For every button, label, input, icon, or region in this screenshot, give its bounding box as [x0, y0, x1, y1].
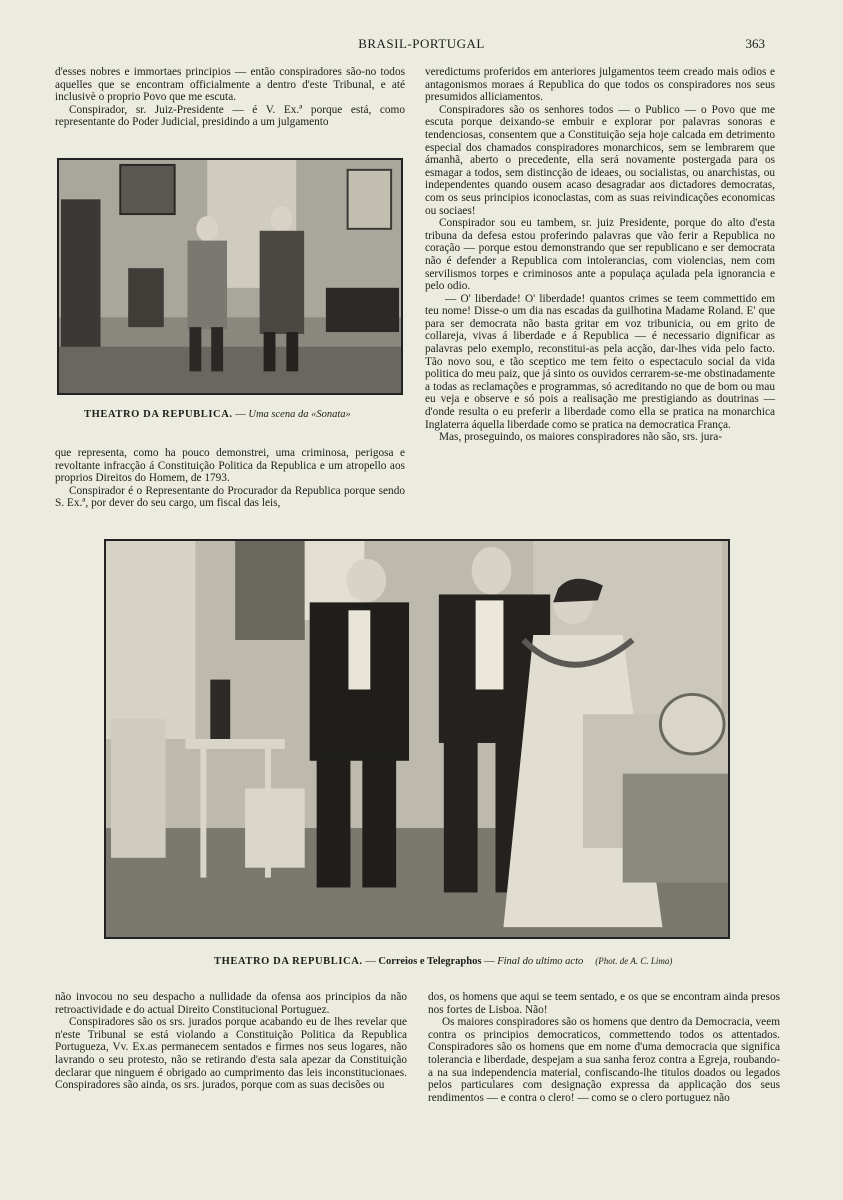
paragraph: dos, os homens que aqui se teem sentado, e os que se encontram ainda presos nos fortes de Lisboa. Não! — [428, 991, 780, 1016]
paragraph: Conspiradores são os srs. jurados porque acabando eu de lhes revelar que n'este Tribunal se está violando a Constituição Politica da Republica Portugueza, Vv. Ex.as permanecem sentados e firmes nos seus logares, não lavrando o seu protesto, não se retirando d'esta sala apezar da Constituição declarar que ninguem é obrigado ao cumprimento das leis inconstitucionaes. Conspiradores são ainda, os srs. jurados, porque com as suas decisões ou — [55, 1016, 407, 1092]
photo-credit: (Phot. de A. C. Lima) — [595, 956, 673, 966]
paragraph: Mas, proseguindo, os maiores conspiradores não são, srs. jura- — [439, 431, 722, 444]
running-title: BRASIL-PORTUGAL — [358, 36, 485, 51]
page-number: 363 — [745, 36, 765, 51]
photo-sonata-scene — [57, 158, 403, 395]
paragraph: Conspirador é o Representante do Procurador da Republica porque sendo S. Ex.ª, por dever do seu cargo, um fiscal das leis, — [55, 484, 405, 510]
caption-title: THEATRO DA REPUBLICA. — [214, 956, 363, 967]
caption-subtitle: Uma scena da «Sonata» — [248, 409, 351, 420]
paragraph: Conspirador sou eu tambem, sr. juiz Presidente, porque do alto d'esta tribuna da defesa estou proferindo palavras que vão ferir a Republica no coração — porque estou demonstrando que ser republicano e ser democrata não é defender a Republica com intolerancias, com violencias, nem com servilismos torpes e criminosos ante a populaça açulada pela ignorancia e pelo odio. — [425, 217, 775, 293]
caption-subtitle: Final do ultimo acto — [497, 956, 584, 967]
caption-dash: — — [481, 956, 498, 967]
column-bottom-right — [428, 991, 780, 1104]
photo-correios-final-act — [104, 539, 730, 939]
paragraph: que representa, como ha pouco demonstrei, uma criminosa, perigosa e revoltante infracção á Constituição Politica da Republica e um atropello aos proprios Direitos do Homem, de 1793. — [55, 447, 405, 485]
photo-sonata-illustration — [59, 160, 401, 393]
paragraph: Os maiores conspiradores são os homens que dentro da Democracia, veem contra os principios democraticos, commettendo todos os attentados. Conspiradores são os homens que em nome d'uma democracia que significa tolerancia e liberdade, despejam a sua sanha feroz contra a Egreja, roubando-a na sua independencia material, confiscando-lhe titulos doados ou legados pelos particulares com designação expressa da applicação dos seus rendimentos — e contra o clero! — como se o clero portuguez não — [428, 1016, 780, 1104]
caption-photo-correios — [214, 956, 672, 967]
paragraph: — O' liberdade! O' liberdade! quantos crimes se teem commettido em teu nome! Disse-o um dia nas escadas da guilhotina Madame Roland. E' que para ser democrata não basta gritar em voz tribunicia, ou em grito de collareja, vivas á liberdade e á Republica — é necessario dignificar as palavras pelo exemplo, reconstitui-as pela acção, dar-lhes vida pelo facto. Tão novo sou, e tão sceptico me tem feito o espectaculo social da vida politica do meu paiz, que já sinto os ouvidos cerrarem-se-me obstinadamente a todas as reclamações e programmas, só acreditando no que de bom ou mau eu veja e observe e só pois a realisação me prestigiando as doutrinas — d'onde resulta o eu preferir a liberdade como ella se pratica na monarchica Inglaterra áquella liberdade como se pratica na democratica França. — [425, 292, 775, 431]
caption-play-name: Correios e Telegraphos — [378, 956, 482, 967]
paragraph: veredictums proferidos em anteriores julgamentos teem creado mais odios e antagonismos moraes á Republica do que todos os conspiradores nos seus presumidos alliciamentos. — [425, 66, 775, 104]
paragraph: d'esses nobres e immortaes principios — então conspiradores são-no todos aquelles que se encontram officialmente a dentro d'este Tribunal, e até inclusivè o proprio Povo que me escuta. — [55, 66, 405, 104]
column-mid-left — [55, 447, 405, 510]
photo-correios-illustration — [106, 541, 728, 937]
caption-dash: — — [362, 956, 379, 967]
page-header — [0, 36, 843, 52]
column-top-left — [55, 66, 405, 129]
paragraph: Conspirador, sr. Juiz-Presidente — é V. Ex.ª porque está, como representante do Poder Judicial, presidindo a um julgamento — [55, 103, 405, 129]
caption-photo-sonata — [84, 409, 351, 420]
column-top-right — [425, 66, 775, 444]
caption-title: THEATRO DA REPUBLICA. — [84, 409, 233, 420]
caption-dash: — — [232, 409, 249, 420]
column-bottom-left — [55, 991, 407, 1092]
paragraph: Conspiradores são os senhores todos — o Publico — o Povo que me escuta porque deixando-se embuir e explorar por palavras sonoras e tendenciosas, consentem que a Constituição seja hoje calcada em detrimento especial dos chamados conspiradores monarchicos, sem se lembrarem que ámanhã, aberto o precedente, ella será novamente postergada para os esmagar a todos, sem distincção de ideaes, ou socialistas, ou anarchistas, ou independentes quando ousem acaso desagradar aos dictadores democratas, com os seus principios iconoclastas, com as suas reivindicações economicas ou sociaes! — [425, 103, 775, 217]
paragraph: não invocou no seu despacho a nullidade da ofensa aos principios da não retroactividade e do actual Direito Constitucional Portuguez. — [55, 991, 407, 1016]
